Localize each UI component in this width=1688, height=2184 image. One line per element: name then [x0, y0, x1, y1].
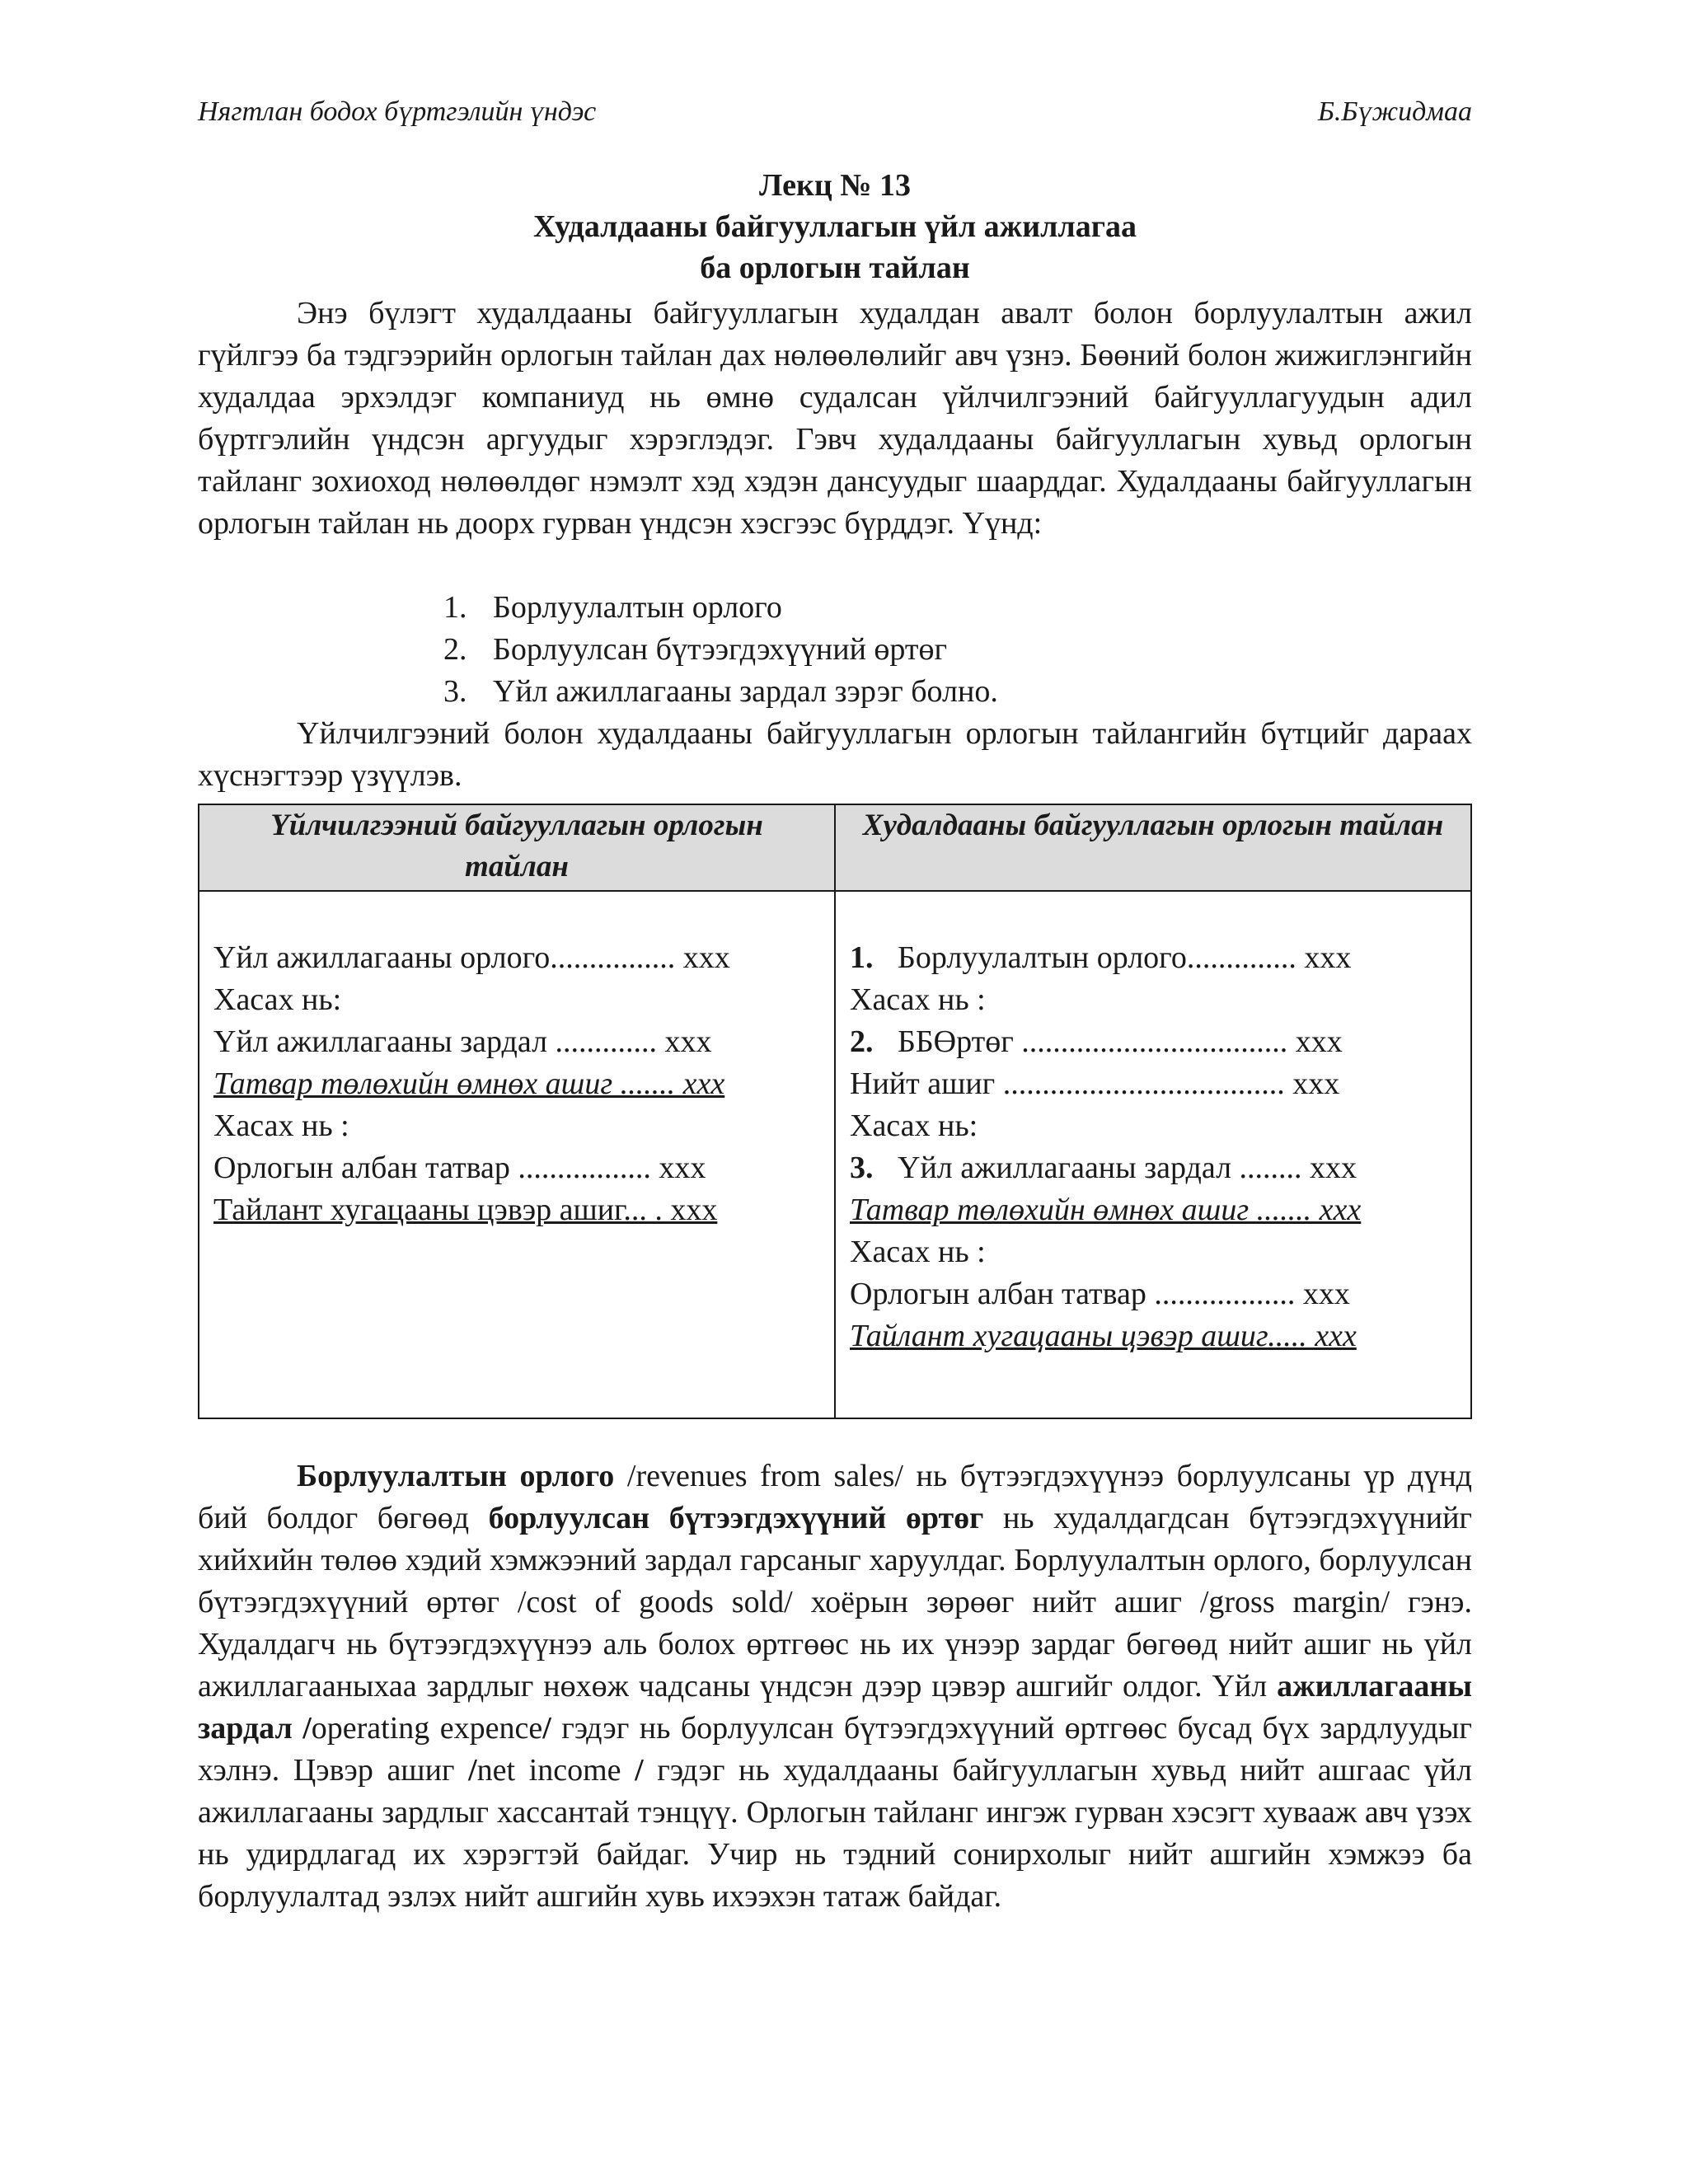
term-cogs: борлуулсан бүтээгдэхүүний өртөг — [488, 1501, 984, 1535]
list-item-text: Үйл ажиллагааны зардал зэрэг болно. — [493, 674, 998, 709]
list-item-text: Борлуулалтын орлого — [493, 590, 782, 625]
table-lead-paragraph — [198, 713, 1472, 797]
list-item — [443, 587, 998, 629]
list-item-text: Борлуулсан бүтээгдэхүүний өртөг — [493, 632, 948, 667]
cogs-line: 2. ББӨртөг .................................. ххх — [850, 1024, 1343, 1059]
list-item — [443, 671, 998, 713]
less-label: Хасах нь : — [213, 1108, 349, 1143]
operating-expense-line: 3. Үйл ажиллагааны зардал ........ ххх — [850, 1151, 1357, 1185]
operating-revenue-line: Үйл ажиллагааны орлого................ ххх — [213, 940, 730, 975]
net-income-line: Тайлант хугацааны цэвэр ашиг..... ххх — [850, 1319, 1357, 1353]
list-item — [443, 629, 998, 671]
intro-text: Энэ бүлэгт худалдааны байгууллагын худалдан авалт болон борлуулалтын ажил гүйлгээ ба тэдгээрийн орлогын тайлан дах нөлөөлөлийг авч үзнэ. Бөөний болон жижиглэнгийн худалдаа эрхэлдэг компаниуд нь өмнө судалсан үйлчилгээний байгууллагуудын адил бүртгэлийн үндсэн аргуудыг хэрэглэдэг. Гэвч худалдааны байгууллагын хувьд орлогын тайланг зохиоход нөлөөлдөг нэмэлт хэд хэдэн дансуудыг шаарддаг. Худалдааны байгууллагын орлогын тайлан нь доорх гурван үндсэн хэсгээс бүрддэг. Үүнд: — [198, 296, 1472, 541]
intro-paragraph — [198, 293, 1472, 545]
less-label: Хасах нь : — [850, 1235, 986, 1269]
sales-revenue-line: 1. Борлуулалтын орлого.............. ххх — [850, 940, 1352, 975]
table-lead-text: Үйлчилгээний болон худалдааны байгууллагын орлогын тайлангийн бүтцийг дараах хүснэгтээр үзүүлэв. — [198, 716, 1472, 793]
less-label: Хасах нь: — [213, 982, 342, 1017]
definitions-paragraph: Борлуулалтын орлого /revenues from sales/ нь бүтээгдэхүүнээ борлуулсаны үр дүнд бий болдог бөгөөд борлуулсан бүтээгдэхүүний өртөг нь худалдагдсан бүтээгдэхүүнийг хийхийн төлөө хэдий хэмжээний зардал гарсаныг харуулдаг. Борлуулалтын орлого, борлуулсан бүтээгдэхүүний өртөг /cost of goods sold/ хоёрын зөрөөг нийт ашиг /gross margin/ гэнэ. Худалдагч нь бүтээгдэхүүнээ аль болох өртгөөс нь их үнээр зардаг бөгөөд нийт ашиг нь үйл ажиллагааныхаа зардлыг нөхөж чадсаны үндсэн дээр цэвэр ашгийг олдог. Үйл ажиллагааны зардал /operating expence/ гэдэг нь борлуулсан бүтээгдэхүүний өртгөөс бусад бүх зардлуудыг хэлнэ. Цэвэр ашиг /net income / гэдэг нь худалдааны байгууллагын хувьд нийт ашгаас үйл ажиллагааны зардлыг хассантай тэнцүү. Орлогын тайланг ингэж гурван хэсэгт хувааж авч үзэх нь удирдлагад их хэрэгтэй байдаг. Учир нь тэдний сонирхолыг нийт ашгийн хэмжээ ба борлуулалтад эзлэх нийт ашгийн хувь ихээхэн татаж байдаг. — [198, 1459, 1473, 1914]
list-item-number: 1. — [443, 590, 467, 625]
operating-expense-line: Үйл ажиллагааны зардал ............. ххх — [213, 1024, 712, 1059]
lecture-title — [198, 165, 1472, 288]
net-income-line: Тайлант хугацааны цэвэр ашиг... . ххх — [213, 1193, 718, 1227]
service-income-statement-cell — [199, 891, 835, 1418]
merchandising-column-header: Худалдааны байгууллагын орлогын тайлан — [835, 804, 1471, 891]
income-tax-line: Орлогын албан татвар ................. ххх — [213, 1151, 706, 1185]
lecture-title-line-1: Худалдааны байгууллагын үйл ажиллагаа — [533, 209, 1137, 244]
income-before-tax-line: Татвар төлөхийн өмнөх ашиг ....... ххх — [850, 1193, 1362, 1227]
page-header — [198, 96, 1472, 138]
term-sales-revenue: Борлуулалтын орлого — [297, 1459, 615, 1493]
income-statement-comparison-table — [198, 804, 1472, 1419]
less-label: Хасах нь: — [850, 1108, 978, 1143]
components-list — [443, 587, 998, 713]
gross-margin-line: Нийт ашиг .................................... ххх — [850, 1066, 1340, 1101]
income-before-tax-line: Татвар төлөхийн өмнөх ашиг ....... ххх — [213, 1066, 725, 1101]
term-operating-expense: ажиллагааны зардал / — [198, 1669, 1472, 1746]
lecture-title-line-2: ба орлогын тайлан — [700, 251, 970, 285]
header-course-title: Нягтлан бодох бүртгэлийн үндэс — [198, 96, 597, 127]
header-author: Б.Бүжидмаа — [1317, 96, 1472, 127]
less-label: Хасах нь : — [850, 982, 986, 1017]
merchandising-income-statement-cell — [835, 891, 1471, 1418]
term-net-income: net income — [476, 1753, 635, 1788]
lecture-number: Лекц № 13 — [759, 168, 911, 203]
income-tax-line: Орлогын албан татвар .................. ххх — [850, 1277, 1350, 1311]
service-column-header: Үйлчилгээний байгууллагын орлогын тайлан — [199, 804, 835, 891]
list-item-number: 3. — [443, 674, 467, 709]
list-item-number: 2. — [443, 632, 467, 667]
